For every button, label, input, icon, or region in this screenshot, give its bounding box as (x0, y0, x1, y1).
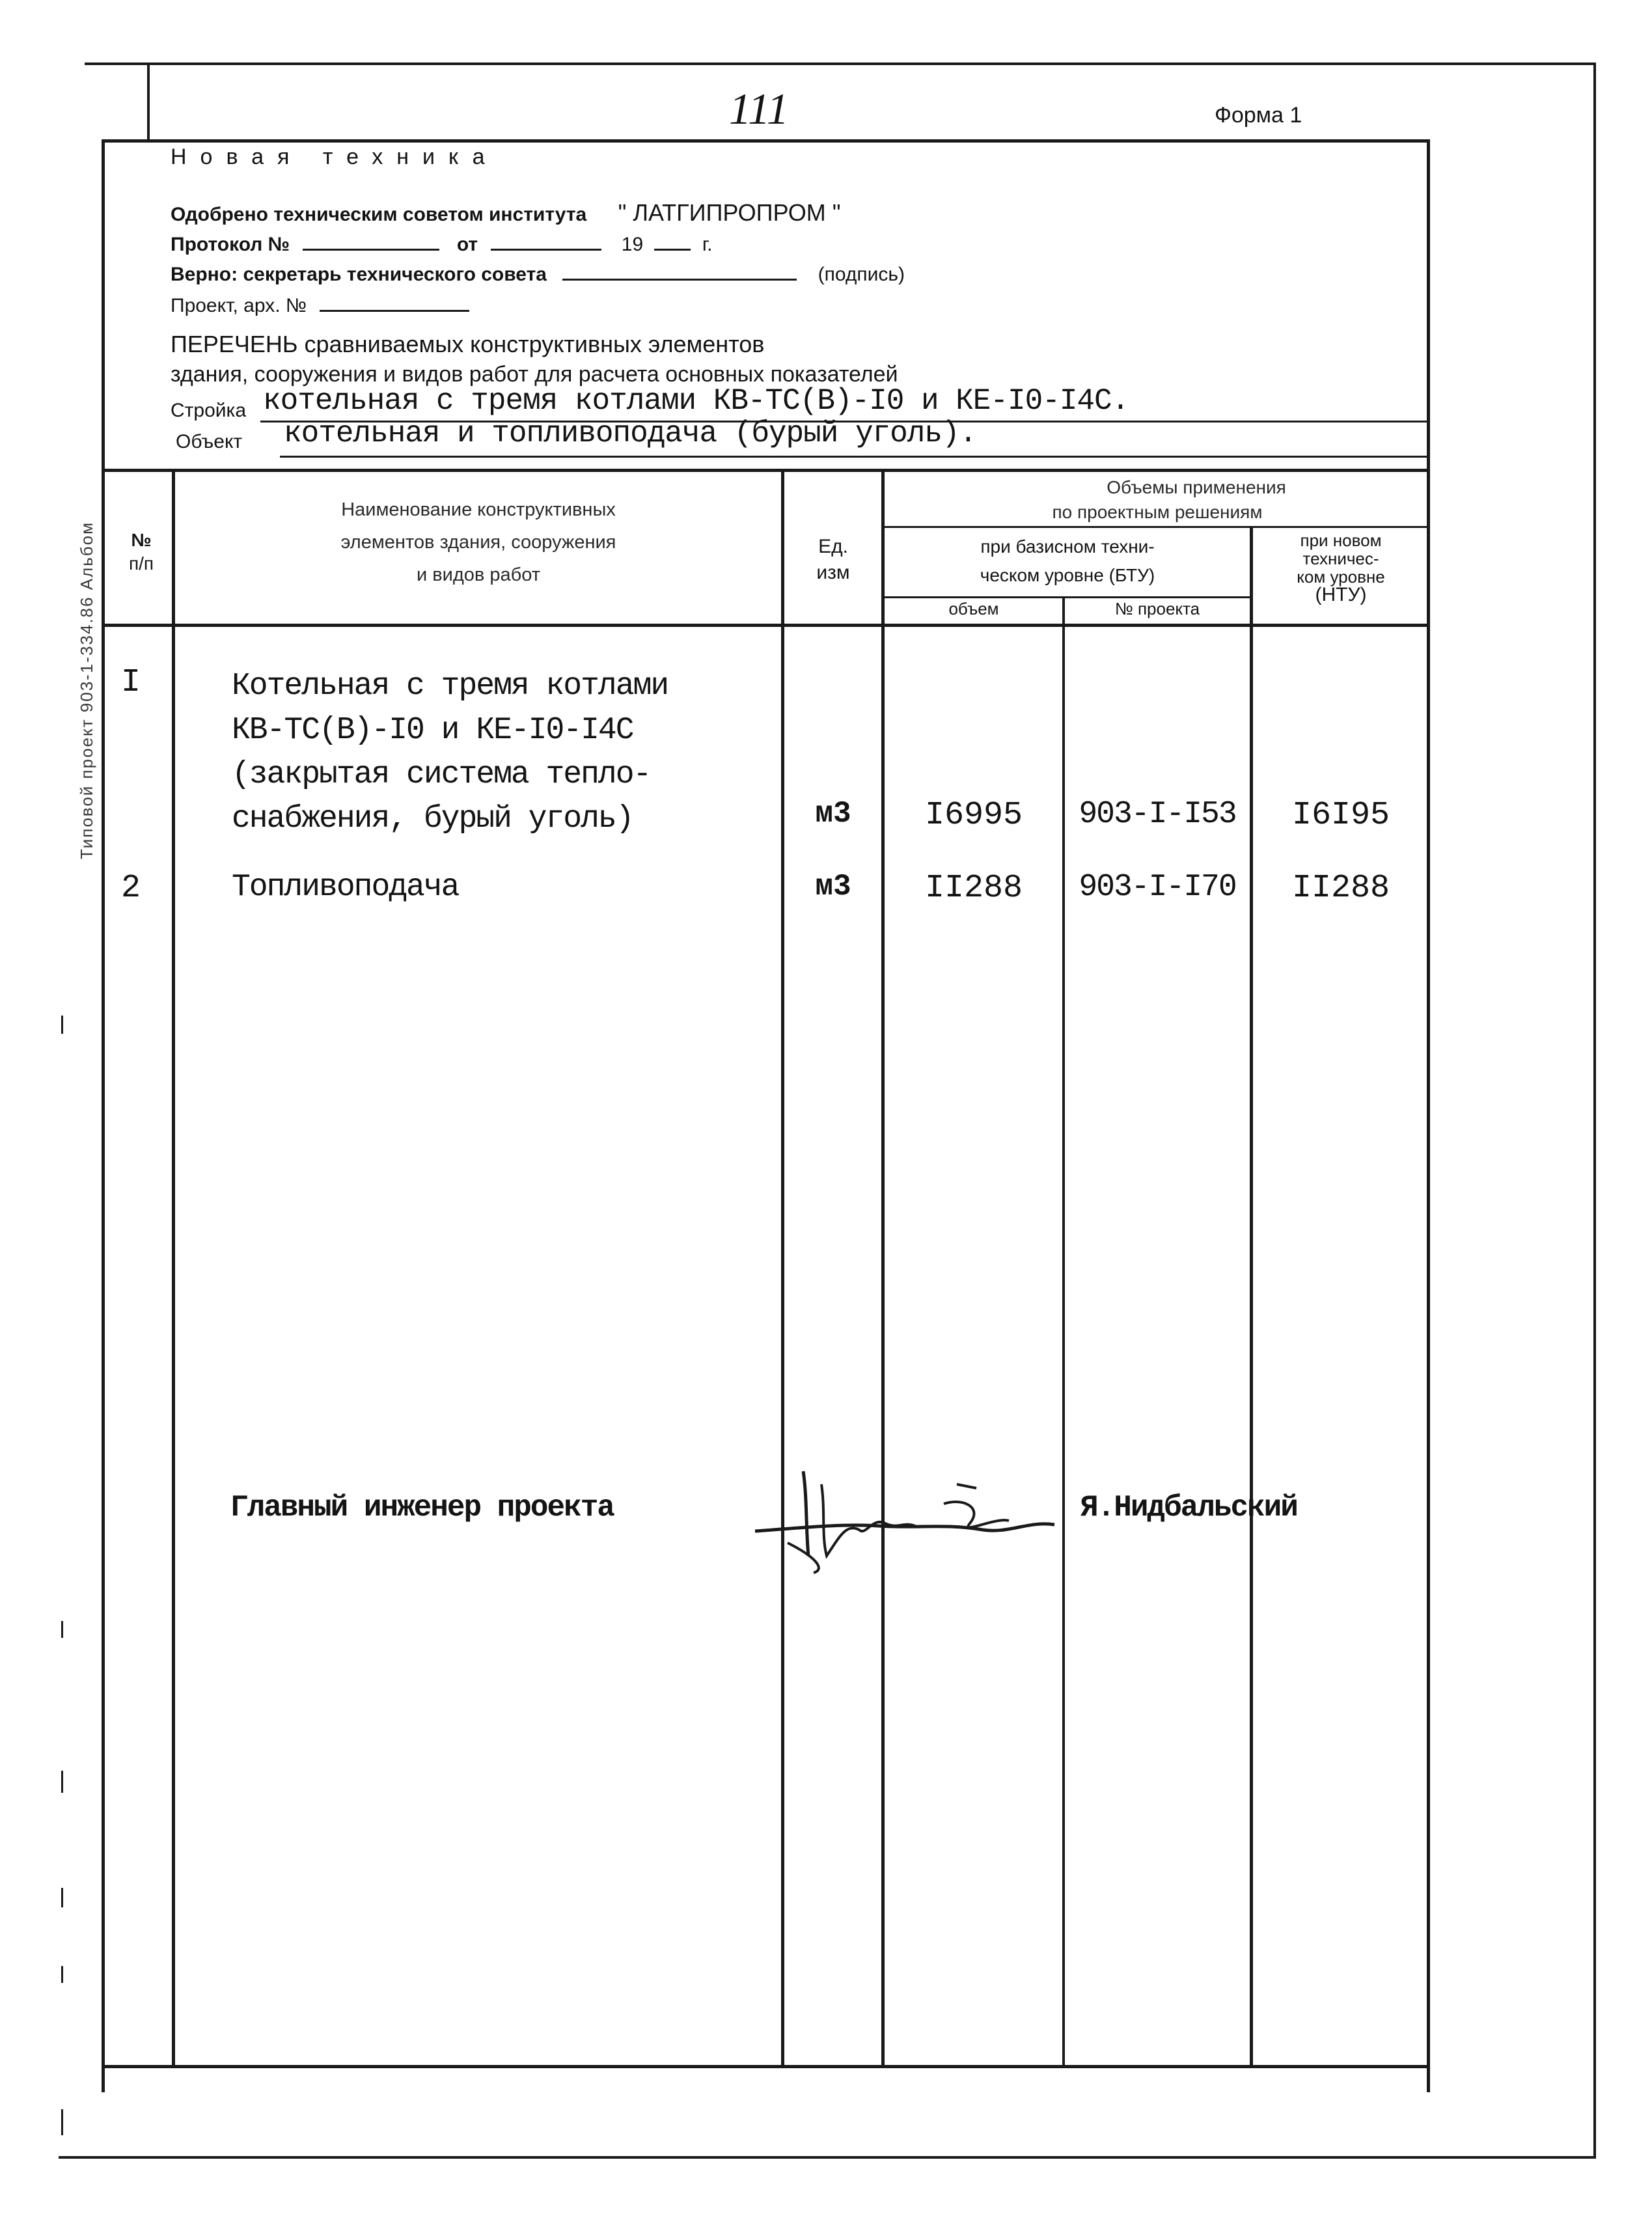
margin-tick-3 (61, 1771, 63, 1793)
col-unit-header-line1: Ед. (818, 536, 848, 557)
project-label: Проект, арх. № (171, 295, 307, 316)
construction-label: Стройка (171, 400, 247, 421)
col-unit-header-line2: изм (816, 562, 850, 583)
row1-unit: м3 (815, 797, 851, 831)
header-top-border (102, 139, 1429, 143)
margin-tick-4 (61, 1888, 63, 1907)
col-btu-header (885, 533, 1250, 590)
col-btu-project-header: № проекта (1114, 599, 1200, 618)
signature-hint: (подпись) (818, 264, 905, 285)
project-line (171, 290, 469, 317)
col-ntu-header-line1: при новом (1300, 531, 1382, 550)
chief-engineer-label: Главный инженер проекта (230, 1491, 614, 1525)
margin-tick-1 (61, 1016, 63, 1034)
table-bottom-border (102, 2065, 1429, 2068)
col-ntu-header-line4: (НТУ) (1315, 584, 1367, 605)
object-value: котельная и топливоподача (бурый уголь). (284, 417, 977, 450)
col-name-header-line2: элементов здания, сооружения (340, 532, 616, 553)
approved-line (171, 199, 841, 227)
institute-name: " ЛАТГИПРОПРОМ " (618, 199, 841, 226)
row1-name (232, 664, 668, 841)
col-btu-header-line1: при базисном техни- (980, 536, 1155, 557)
object-label: Объект (176, 431, 243, 452)
frame-top-line (85, 62, 1595, 65)
side-stamp: Типовой проект 903-1-334.86 Альбом (77, 521, 96, 859)
row2-btu-volume: II288 (924, 870, 1023, 907)
object-underline (280, 456, 1427, 458)
margin-tick-5 (61, 1966, 63, 1983)
new-tech-label: Новая техника (171, 145, 499, 169)
project-number-blank (320, 290, 469, 312)
col-volumes-header (885, 475, 1429, 525)
row1-ntu: I6I95 (1291, 797, 1390, 834)
col-divider-name (781, 469, 784, 2068)
page-number: 111 (729, 84, 789, 133)
volumes-group-underline (881, 526, 1429, 528)
row2-btu-project: 903-I-I70 (1079, 870, 1236, 905)
col-num-header (112, 529, 171, 575)
construction-value: котельная с тремя котлами КВ-ТС(В)-I0 и КЕ-I0-I4С. (263, 384, 1129, 418)
col-ntu-header-line3: ком уровне (1297, 567, 1385, 587)
col-divider-ntu (1250, 526, 1253, 2068)
margin-tick-6 (61, 2109, 63, 2135)
row2-unit: м3 (815, 870, 851, 904)
handwritten-signature (749, 1458, 1061, 1575)
protocol-line (171, 229, 712, 256)
col-ntu-header (1254, 531, 1428, 604)
protocol-label: Протокол № (171, 234, 290, 255)
row1-name-line1: Котельная с тремя котлами (232, 669, 668, 704)
col-volumes-header-line2: по проектным решениям (1052, 502, 1263, 522)
table-header-bottom-border (102, 624, 1429, 627)
verified-label: Верно: секретарь технического совета (171, 264, 547, 285)
list-title-line2: здания, сооружения и видов работ для расчета основных показателей (171, 362, 898, 387)
col-divider-unit (881, 469, 885, 2068)
row2-ntu: II288 (1291, 870, 1390, 907)
table-top-border (102, 469, 1429, 472)
row1-name-line2: КВ-ТС(В)-I0 и КЕ-I0-I4С (232, 713, 633, 748)
row1-num: I (121, 664, 141, 701)
col-name-header-line1: Наименование конструктивных (341, 499, 616, 520)
col-volumes-header-line1: Объемы применения (1107, 477, 1286, 497)
col-name-header-line3: и видов работ (416, 564, 540, 585)
row1-btu-project: 903-I-I53 (1079, 797, 1236, 832)
approved-label: Одобрено техническим советом института (171, 204, 587, 225)
verified-line (171, 259, 905, 286)
col-ntu-header-line2: техничес- (1302, 549, 1379, 568)
row2-num: 2 (121, 870, 141, 907)
header-left-border (102, 139, 105, 2092)
year-label: 19 (621, 234, 644, 255)
row1-name-line3: (закрытая система тепло- (232, 757, 651, 792)
secretary-signature-blank (562, 259, 797, 281)
chief-engineer-name: Я.Нидбальский (1081, 1491, 1297, 1525)
row2-name-line1: Топливоподача (232, 870, 459, 905)
col-btu-header-line2: ческом уровне (БТУ) (980, 565, 1155, 585)
margin-tick-2 (61, 1621, 63, 1638)
col-num-header-line1: № (131, 530, 152, 550)
col-name-header (176, 493, 781, 591)
row1-name-line4: снабжения, бурый уголь) (232, 801, 633, 837)
row1-btu-volume: I6995 (924, 797, 1023, 834)
protocol-date-blank (491, 229, 601, 251)
year-suffix: г. (702, 234, 713, 255)
frame-bottom-line (59, 2156, 1596, 2159)
col-num-header-line2: п/п (128, 553, 154, 574)
frame-left-stub (147, 62, 150, 139)
list-title-line1: ПЕРЕЧЕНЬ сравниваемых конструктивных элементов (171, 331, 765, 357)
year-blank (654, 229, 691, 251)
col-divider-num (172, 469, 175, 2068)
form-label: Форма 1 (1215, 103, 1302, 128)
header-right-border (1427, 139, 1430, 2092)
frame-right-line (1593, 62, 1596, 2159)
from-label: от (456, 234, 478, 255)
row2-name (232, 870, 458, 905)
col-unit-header (785, 534, 881, 586)
col-btu-volume-header: объем (948, 599, 999, 618)
btu-group-underline (881, 596, 1251, 598)
protocol-number-blank (303, 229, 439, 251)
